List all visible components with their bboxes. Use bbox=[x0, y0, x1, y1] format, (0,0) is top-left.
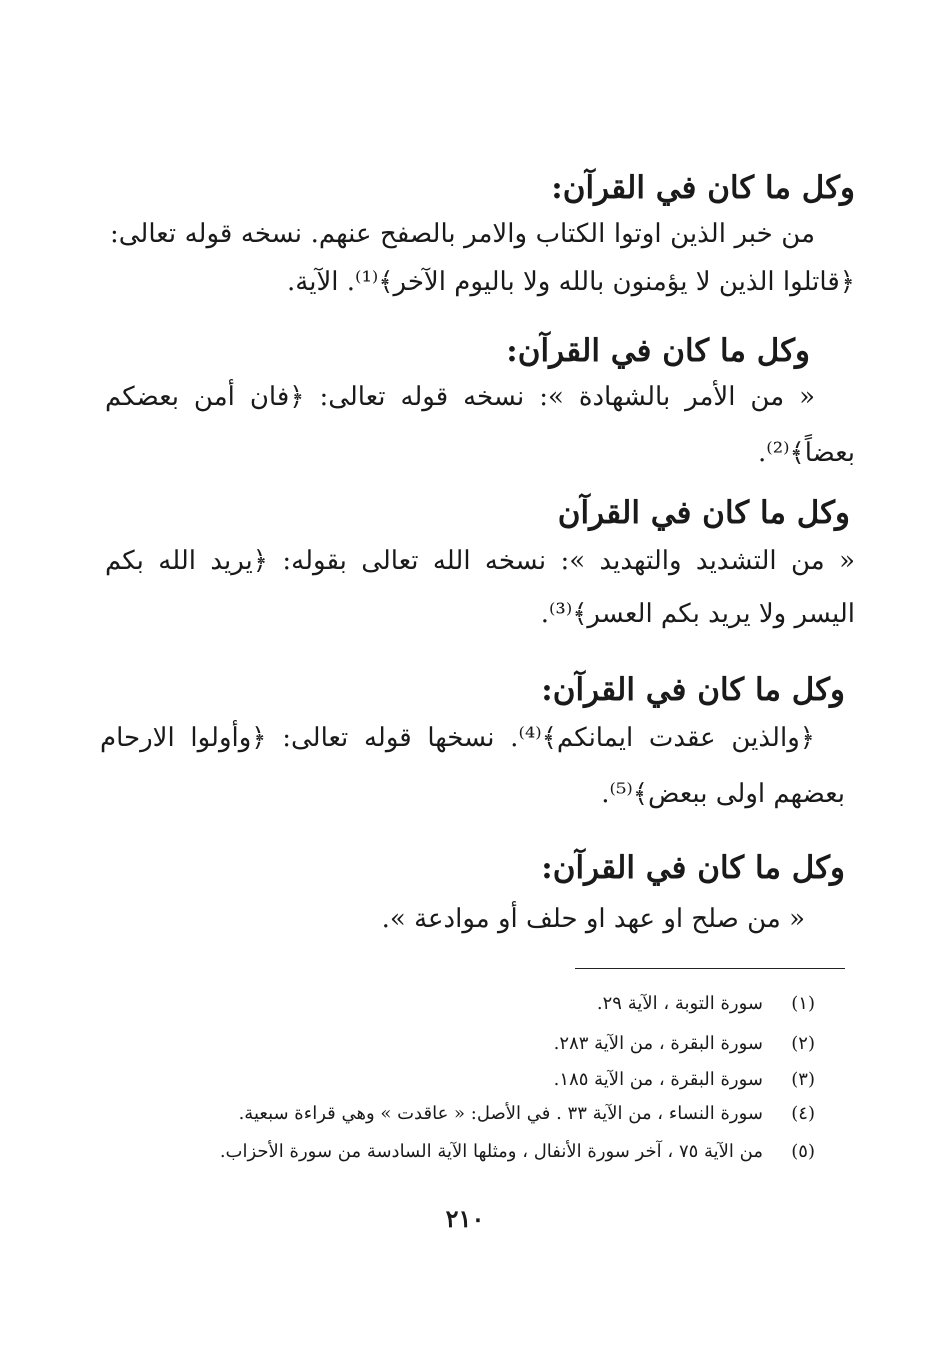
footnote-number: (٥) bbox=[791, 1141, 815, 1162]
footnote-number: (٢) bbox=[791, 1033, 815, 1054]
section-heading-4: وكل ما كان في القرآن: bbox=[541, 672, 845, 708]
footnote-5 bbox=[220, 1140, 815, 1163]
section-2-line-2: بعضاً﴾⁽²⁾. bbox=[758, 438, 855, 468]
footnote-separator bbox=[575, 968, 845, 969]
section-1-line-2: ﴿قاتلوا الذين لا يؤمنون بالله ولا باليوم الآخر﴾⁽¹⁾. الآية. bbox=[287, 267, 855, 297]
section-4-line-2: بعضهم اولى ببعض﴾⁽⁵⁾. bbox=[601, 779, 845, 809]
section-3-line-1: « من التشديد والتهديد »: نسخه الله تعالى بقوله: ﴿يريد الله بكم bbox=[105, 546, 855, 576]
footnote-3 bbox=[554, 1068, 815, 1091]
section-3-line-2: اليسر ولا يريد بكم العسر﴾⁽³⁾. bbox=[540, 599, 855, 629]
section-1-line-1: من خبر الذين اوتوا الكتاب والامر بالصفح عنهم. نسخه قوله تعالى: bbox=[110, 219, 815, 249]
footnote-4 bbox=[239, 1102, 815, 1125]
footnote-number: (١) bbox=[791, 993, 815, 1014]
page-number: ٢١٠ bbox=[445, 1204, 485, 1233]
footnote-text: سورة البقرة ، من الآية ٢٨٣. bbox=[553, 1033, 763, 1054]
footnote-text: من الآية ٧٥ ، آخر سورة الأنفال ، ومثلها الآية السادسة من سورة الأحزاب. bbox=[219, 1141, 763, 1162]
section-5-line-1: « من صلح او عهد او حلف أو موادعة ». bbox=[381, 904, 805, 934]
footnote-text: سورة التوبة ، الآية ٢٩. bbox=[596, 993, 763, 1014]
section-heading-5: وكل ما كان في القرآن: bbox=[541, 850, 845, 886]
section-heading-2: وكل ما كان في القرآن: bbox=[506, 333, 810, 369]
footnote-number: (٣) bbox=[791, 1069, 815, 1090]
footnote-number: (٤) bbox=[791, 1103, 815, 1124]
section-heading-1: وكل ما كان في القرآن: bbox=[551, 170, 855, 206]
footnote-2 bbox=[554, 1032, 815, 1055]
section-4-line-1: ﴿والذين عقدت ايمانكم﴾⁽⁴⁾. نسخها قوله تعالى: ﴿وأولوا الارحام bbox=[100, 723, 815, 753]
section-heading-3: وكل ما كان في القرآن bbox=[557, 495, 850, 531]
footnote-1 bbox=[597, 992, 815, 1015]
footnote-text: سورة النساء ، من الآية ٣٣ . في الأصل: « عاقدت » وهي قراءة سبعية. bbox=[238, 1103, 763, 1124]
footnote-text: سورة البقرة ، من الآية ١٨٥. bbox=[553, 1069, 763, 1090]
section-2-line-1: « من الأمر بالشهادة »: نسخه قوله تعالى: ﴿فان أمن بعضكم bbox=[105, 382, 815, 412]
